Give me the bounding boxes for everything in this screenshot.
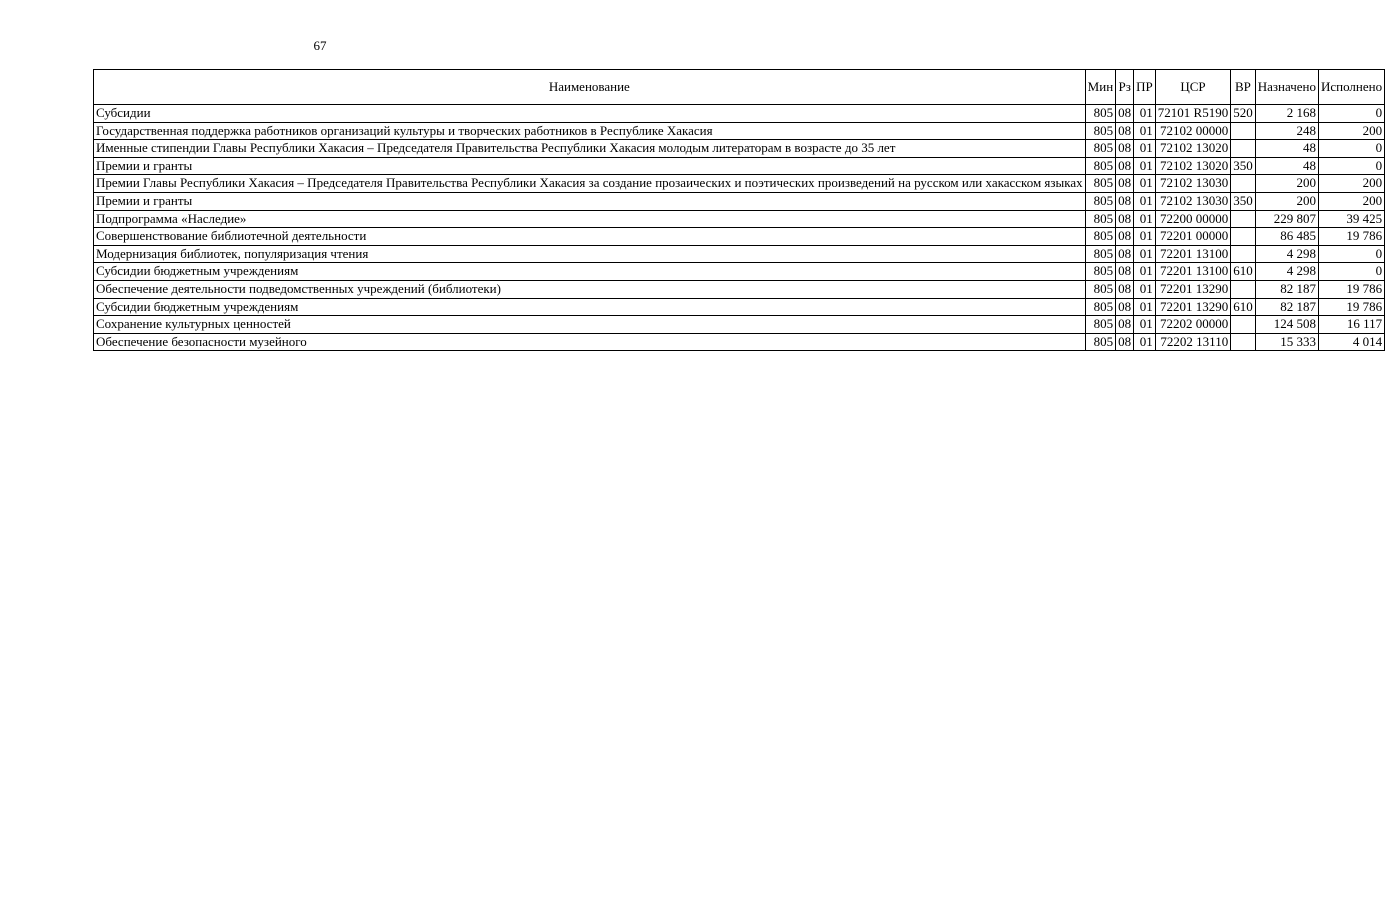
header-rz: Рз xyxy=(1116,70,1134,105)
header-executed: Исполнено xyxy=(1318,70,1384,105)
cell-assigned: 229 807 xyxy=(1255,210,1318,228)
cell-name: Государственная поддержка работников организаций культуры и творческих работников в Республике Хакасия xyxy=(94,122,1086,140)
cell-name: Именные стипендии Главы Республики Хакасия – Председателя Правительства Республики Хакасия молодым литераторам в возрасте до 35 лет xyxy=(94,140,1086,158)
cell-executed: 0 xyxy=(1318,263,1384,281)
cell-rz: 08 xyxy=(1116,210,1134,228)
cell-name: Премии Главы Республики Хакасия – Председателя Правительства Республики Хакасия за создание прозаических и поэтических произведений на русском или хакасском языках xyxy=(94,175,1086,193)
cell-executed: 4 014 xyxy=(1318,333,1384,351)
cell-pr: 01 xyxy=(1134,263,1156,281)
table-row xyxy=(94,175,1385,193)
cell-executed: 39 425 xyxy=(1318,210,1384,228)
cell-min: 805 xyxy=(1085,192,1115,210)
table-row xyxy=(94,105,1385,123)
cell-pr: 01 xyxy=(1134,122,1156,140)
cell-csr: 72102 13030 xyxy=(1155,175,1230,193)
cell-name: Субсидии бюджетным учреждениям xyxy=(94,263,1086,281)
cell-executed: 0 xyxy=(1318,105,1384,123)
cell-pr: 01 xyxy=(1134,175,1156,193)
cell-assigned: 15 333 xyxy=(1255,333,1318,351)
table-row xyxy=(94,157,1385,175)
table-row xyxy=(94,298,1385,316)
budget-table xyxy=(93,69,1385,351)
cell-assigned: 4 298 xyxy=(1255,263,1318,281)
cell-pr: 01 xyxy=(1134,298,1156,316)
table-row xyxy=(94,280,1385,298)
page-number: 67 xyxy=(313,38,327,53)
table-row xyxy=(94,316,1385,334)
header-min: Мин xyxy=(1085,70,1115,105)
cell-min: 805 xyxy=(1085,280,1115,298)
cell-assigned: 82 187 xyxy=(1255,298,1318,316)
cell-csr: 72201 13290 xyxy=(1155,298,1230,316)
cell-min: 805 xyxy=(1085,140,1115,158)
cell-executed: 0 xyxy=(1318,245,1384,263)
cell-min: 805 xyxy=(1085,263,1115,281)
cell-csr: 72201 13100 xyxy=(1155,263,1230,281)
table-row xyxy=(94,228,1385,246)
cell-min: 805 xyxy=(1085,333,1115,351)
cell-pr: 01 xyxy=(1134,210,1156,228)
cell-min: 805 xyxy=(1085,316,1115,334)
cell-min: 805 xyxy=(1085,122,1115,140)
cell-pr: 01 xyxy=(1134,245,1156,263)
cell-name: Модернизация библиотек, популяризация чтения xyxy=(94,245,1086,263)
cell-rz: 08 xyxy=(1116,333,1134,351)
header-csr: ЦСР xyxy=(1155,70,1230,105)
cell-pr: 01 xyxy=(1134,316,1156,334)
cell-rz: 08 xyxy=(1116,157,1134,175)
cell-min: 805 xyxy=(1085,298,1115,316)
cell-pr: 01 xyxy=(1134,280,1156,298)
cell-vr xyxy=(1231,140,1256,158)
cell-csr: 72102 13020 xyxy=(1155,140,1230,158)
cell-assigned: 200 xyxy=(1255,192,1318,210)
cell-assigned: 248 xyxy=(1255,122,1318,140)
cell-name: Сохранение культурных ценностей xyxy=(94,316,1086,334)
cell-name: Подпрограмма «Наследие» xyxy=(94,210,1086,228)
cell-rz: 08 xyxy=(1116,122,1134,140)
cell-assigned: 86 485 xyxy=(1255,228,1318,246)
cell-name: Субсидии бюджетным учреждениям xyxy=(94,298,1086,316)
cell-csr: 72102 13030 xyxy=(1155,192,1230,210)
cell-vr xyxy=(1231,228,1256,246)
cell-csr: 72201 13290 xyxy=(1155,280,1230,298)
cell-executed: 0 xyxy=(1318,140,1384,158)
cell-csr: 72201 00000 xyxy=(1155,228,1230,246)
cell-vr: 610 xyxy=(1231,298,1256,316)
cell-rz: 08 xyxy=(1116,140,1134,158)
cell-rz: 08 xyxy=(1116,245,1134,263)
table-row xyxy=(94,263,1385,281)
cell-pr: 01 xyxy=(1134,105,1156,123)
cell-csr: 72102 13020 xyxy=(1155,157,1230,175)
cell-assigned: 2 168 xyxy=(1255,105,1318,123)
cell-vr xyxy=(1231,316,1256,334)
cell-executed: 200 xyxy=(1318,192,1384,210)
cell-min: 805 xyxy=(1085,105,1115,123)
table-body xyxy=(94,105,1385,351)
cell-vr xyxy=(1231,175,1256,193)
table-row xyxy=(94,210,1385,228)
cell-rz: 08 xyxy=(1116,105,1134,123)
header-pr: ПР xyxy=(1134,70,1156,105)
cell-name: Обеспечение деятельности подведомственных учреждений (библиотеки) xyxy=(94,280,1086,298)
cell-pr: 01 xyxy=(1134,140,1156,158)
cell-assigned: 124 508 xyxy=(1255,316,1318,334)
cell-executed: 200 xyxy=(1318,122,1384,140)
table-row xyxy=(94,122,1385,140)
cell-assigned: 48 xyxy=(1255,157,1318,175)
cell-min: 805 xyxy=(1085,228,1115,246)
cell-pr: 01 xyxy=(1134,333,1156,351)
cell-rz: 08 xyxy=(1116,280,1134,298)
header-vr: ВР xyxy=(1231,70,1256,105)
table-row xyxy=(94,245,1385,263)
cell-rz: 08 xyxy=(1116,263,1134,281)
cell-csr: 72200 00000 xyxy=(1155,210,1230,228)
cell-executed: 19 786 xyxy=(1318,228,1384,246)
cell-pr: 01 xyxy=(1134,157,1156,175)
cell-name: Обеспечение безопасности музейного xyxy=(94,333,1086,351)
cell-executed: 200 xyxy=(1318,175,1384,193)
cell-assigned: 4 298 xyxy=(1255,245,1318,263)
cell-executed: 19 786 xyxy=(1318,298,1384,316)
cell-csr: 72202 00000 xyxy=(1155,316,1230,334)
cell-executed: 16 117 xyxy=(1318,316,1384,334)
cell-vr xyxy=(1231,333,1256,351)
cell-vr xyxy=(1231,122,1256,140)
cell-assigned: 48 xyxy=(1255,140,1318,158)
cell-vr xyxy=(1231,245,1256,263)
cell-pr: 01 xyxy=(1134,228,1156,246)
cell-rz: 08 xyxy=(1116,316,1134,334)
table-header-row xyxy=(94,70,1385,105)
cell-name: Премии и гранты xyxy=(94,157,1086,175)
cell-vr: 350 xyxy=(1231,192,1256,210)
cell-executed: 0 xyxy=(1318,157,1384,175)
header-assigned: Назначено xyxy=(1255,70,1318,105)
cell-vr: 350 xyxy=(1231,157,1256,175)
table-row xyxy=(94,192,1385,210)
cell-csr: 72202 13110 xyxy=(1155,333,1230,351)
cell-min: 805 xyxy=(1085,210,1115,228)
table-row xyxy=(94,140,1385,158)
cell-vr: 520 xyxy=(1231,105,1256,123)
header-name: Наименование xyxy=(94,70,1086,105)
cell-vr: 610 xyxy=(1231,263,1256,281)
cell-name: Совершенствование библиотечной деятельности xyxy=(94,228,1086,246)
cell-name: Премии и гранты xyxy=(94,192,1086,210)
cell-assigned: 200 xyxy=(1255,175,1318,193)
cell-vr xyxy=(1231,280,1256,298)
cell-rz: 08 xyxy=(1116,298,1134,316)
cell-name: Субсидии xyxy=(94,105,1086,123)
cell-rz: 08 xyxy=(1116,175,1134,193)
table-row xyxy=(94,333,1385,351)
cell-vr xyxy=(1231,210,1256,228)
cell-min: 805 xyxy=(1085,175,1115,193)
cell-assigned: 82 187 xyxy=(1255,280,1318,298)
cell-min: 805 xyxy=(1085,157,1115,175)
cell-csr: 72102 00000 xyxy=(1155,122,1230,140)
cell-pr: 01 xyxy=(1134,192,1156,210)
cell-csr: 72201 13100 xyxy=(1155,245,1230,263)
cell-min: 805 xyxy=(1085,245,1115,263)
cell-executed: 19 786 xyxy=(1318,280,1384,298)
cell-csr: 72101 R5190 xyxy=(1155,105,1230,123)
cell-rz: 08 xyxy=(1116,192,1134,210)
cell-rz: 08 xyxy=(1116,228,1134,246)
